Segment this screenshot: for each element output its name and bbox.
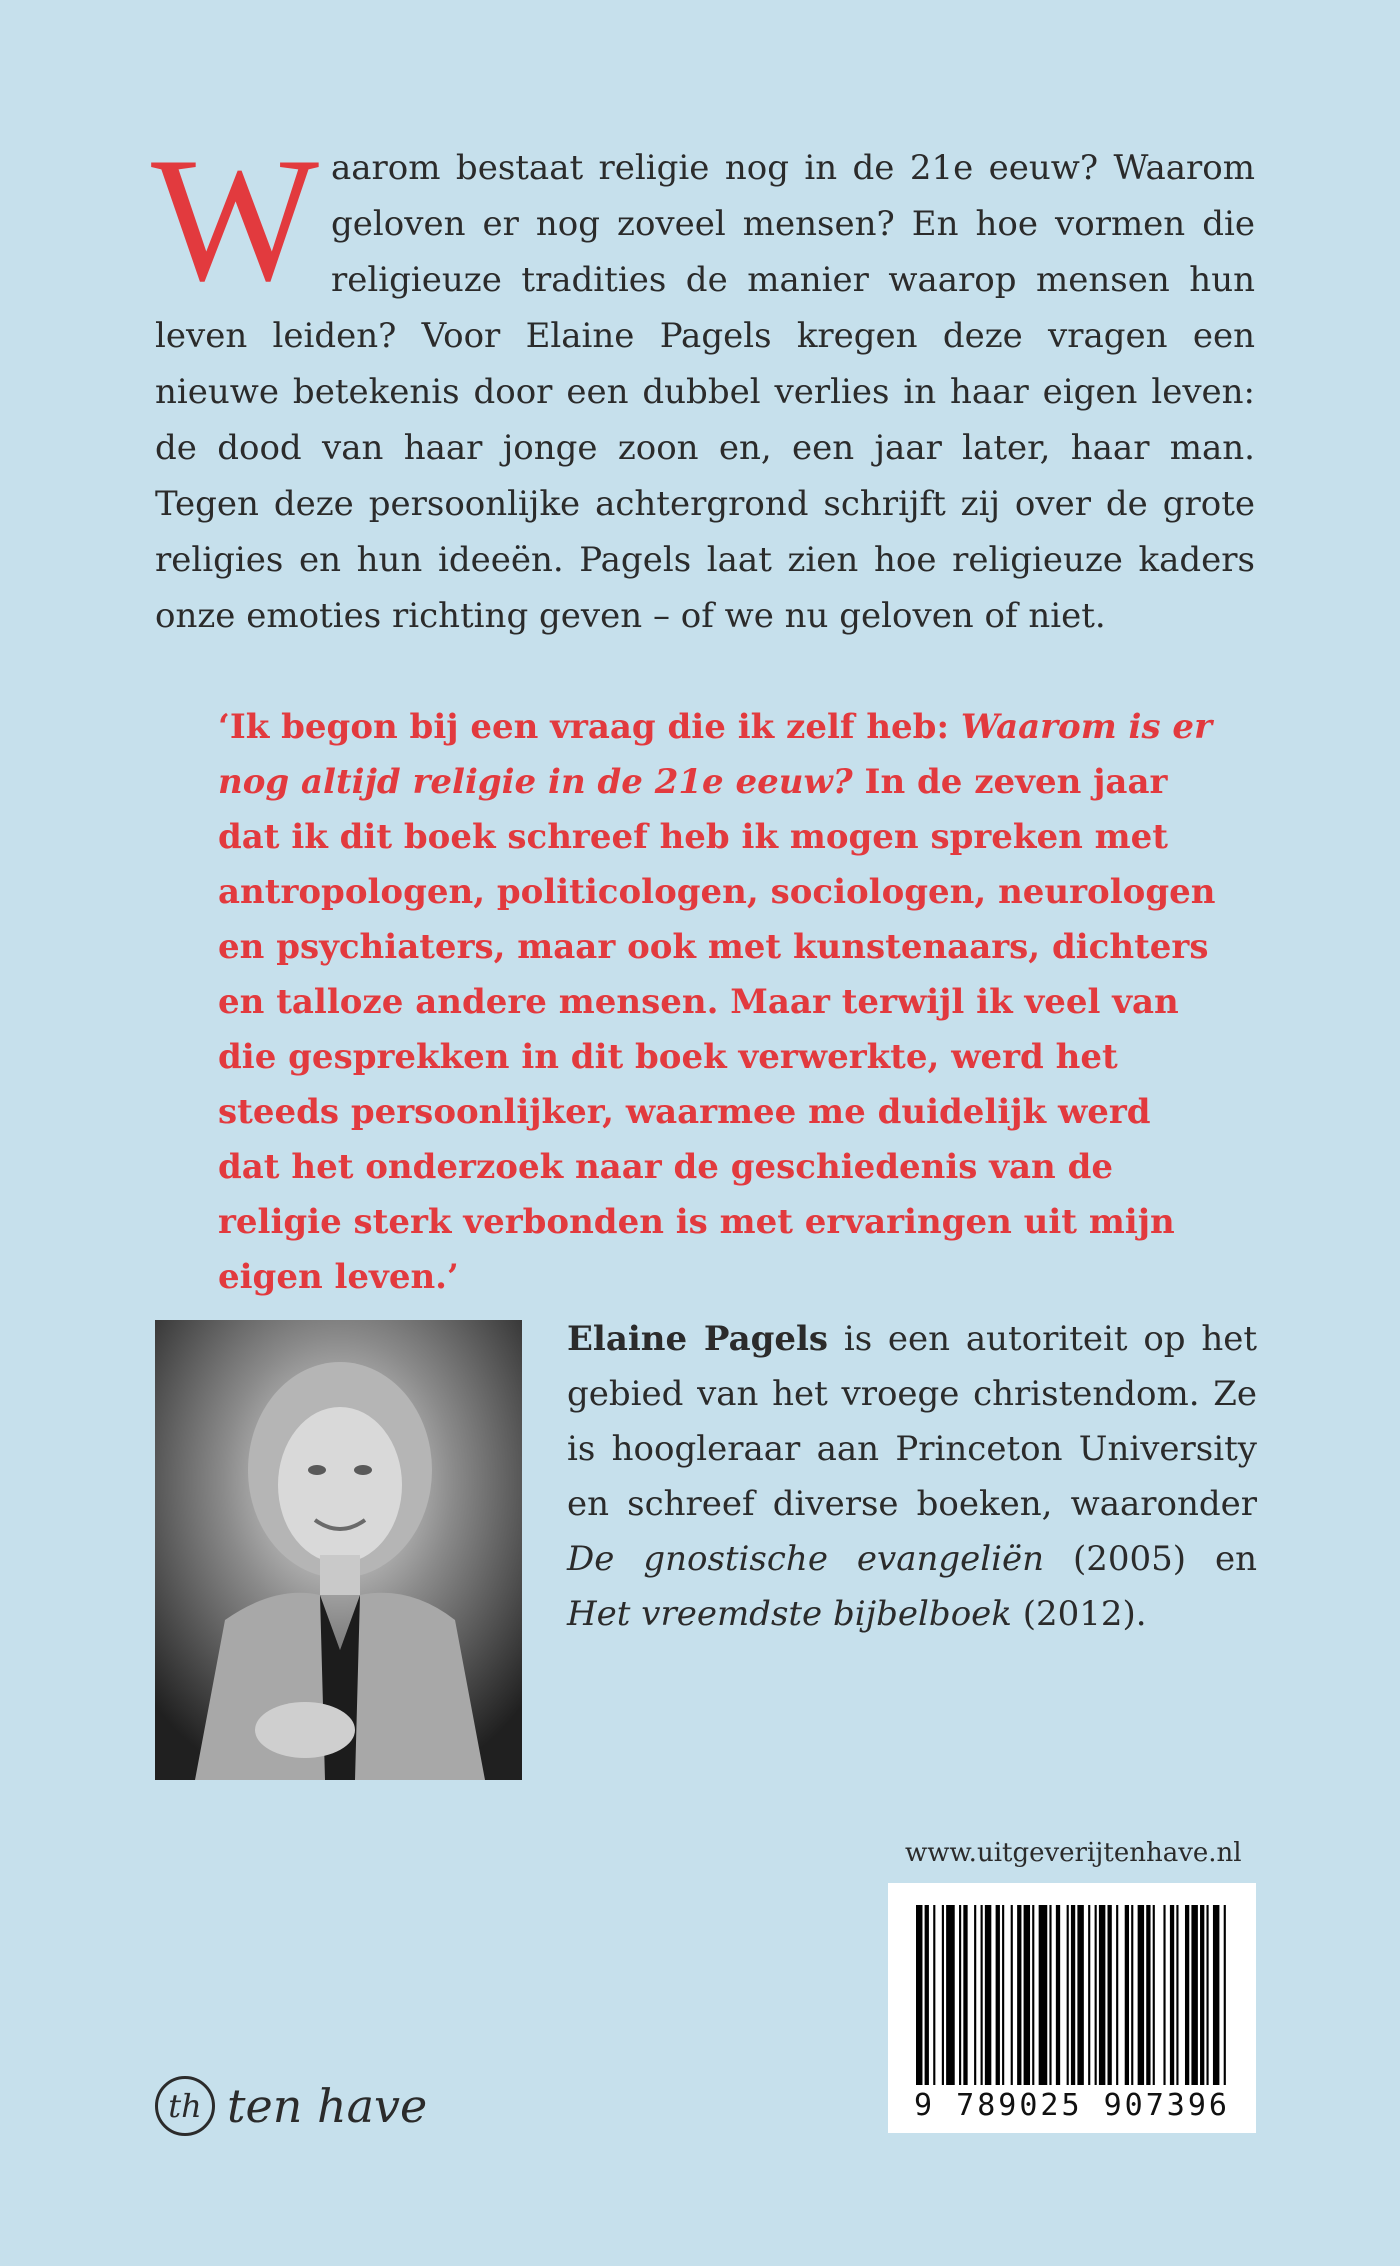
barcode-bar	[1077, 1905, 1083, 2085]
barcode-bar	[996, 1905, 1000, 2085]
publisher-logo-mark: th	[155, 2076, 215, 2136]
book-title-2: Het vreemdste bijbelboek	[567, 1594, 1012, 1634]
portrait-illustration	[155, 1320, 522, 1780]
barcode-bar	[1108, 1905, 1112, 2085]
barcode-bar	[1011, 1905, 1013, 2085]
barcode-bar	[1191, 1905, 1197, 2085]
barcode-bar	[942, 1905, 944, 2085]
publisher-url[interactable]: www.uitgeverijtenhave.nl	[905, 1838, 1242, 1868]
barcode	[888, 1883, 1256, 2133]
author-bio	[567, 1312, 1257, 1642]
author-name: Elaine Pagels	[567, 1319, 829, 1359]
barcode-bar	[1163, 1905, 1165, 2085]
author-quote	[218, 700, 1218, 1305]
bio-text-3: (2012).	[1011, 1594, 1147, 1634]
barcode-bar	[1224, 1905, 1226, 2085]
barcode-bar	[974, 1905, 976, 2085]
barcode-bar	[1017, 1905, 1021, 2085]
barcode-bar	[1099, 1905, 1105, 2085]
barcode-bar	[925, 1905, 929, 2085]
barcode-bar	[985, 1905, 991, 2085]
barcode-bar	[1067, 1905, 1069, 2085]
bio-paragraph	[567, 1312, 1257, 1642]
barcode-bar	[1206, 1905, 1208, 2085]
barcode-bar	[1002, 1905, 1004, 2085]
barcode-bar	[1213, 1905, 1219, 2085]
barcode-bar	[1125, 1905, 1129, 2085]
author-photo	[155, 1320, 522, 1780]
barcode-bar	[1049, 1905, 1051, 2085]
barcode-bar	[963, 1905, 967, 2085]
barcode-bar	[1071, 1905, 1075, 2085]
quote-paragraph	[218, 700, 1218, 1305]
book-title-1: De gnostische evangeliën	[567, 1539, 1045, 1579]
quote-intro: ‘Ik begon bij een vraag die ik zelf heb:	[218, 707, 961, 747]
barcode-bar	[981, 1905, 983, 2085]
barcode-bar	[1170, 1905, 1174, 2085]
blurb-text: aarom bestaat religie nog in de 21e eeuw? Waarom geloven er nog zoveel mensen? En hoe vormen die religieuze tradities de manier waarop mensen hun leven leiden? Voor Elaine Pagels kregen deze vragen een nieuwe betekenis door een dubbel verlies in haar eigen leven: de dood van haar jonge zoon en, een jaar later, haar man. Tegen deze persoonlijke achtergrond schrijft zij over de grote religies en hun ideeën. Pagels laat zien hoe religieuze kaders onze emoties richting geven – of we nu geloven of niet.	[155, 148, 1255, 636]
quote-question: Waarom is er nog altijd religie in de 21e eeuw?	[218, 707, 1212, 802]
bio-text-2: (2005) en	[1044, 1539, 1257, 1579]
barcode-bar	[1039, 1905, 1048, 2085]
publisher-logo-text: ten have	[227, 2079, 428, 2133]
publisher-logo	[155, 2066, 427, 2146]
drop-cap: W	[151, 120, 320, 318]
barcode-bar	[1176, 1905, 1178, 2085]
barcode-bars	[916, 1905, 1228, 2085]
blurb	[151, 120, 1255, 644]
isbn-number: 9 789025 907396	[914, 2088, 1230, 2123]
barcode-bar	[946, 1905, 955, 2085]
barcode-bar	[1032, 1905, 1034, 2085]
blurb-paragraph	[151, 120, 1255, 644]
barcode-bar	[1185, 1905, 1189, 2085]
bio-text-1: is een autoriteit op het gebied van het vroege christendom. Ze is hoogleraar aan Princeton University en schreef diverse boeken, waaronder	[567, 1319, 1257, 1524]
barcode-bar	[1088, 1905, 1090, 2085]
barcode-bar	[1095, 1905, 1097, 2085]
barcode-bar	[959, 1905, 961, 2085]
barcode-bar	[1024, 1905, 1030, 2085]
barcode-bar	[1138, 1905, 1144, 2085]
barcode-bar	[1116, 1905, 1118, 2085]
barcode-bar	[916, 1905, 922, 2085]
barcode-bar	[933, 1905, 935, 2085]
quote-rest: In de zeven jaar dat ik dit boek schreef heb ik mogen spreken met antropologen, politicologen, sociologen, neurologen en psychiaters, maar ook met kunstenaars, dichters en talloze andere mensen. Maar terwijl ik veel van die gesprekken in dit boek verwerkte, werd het steeds persoonlijker, waarmee me duidelijk werd dat het onderzoek naar de geschiedenis van de religie sterk verbonden is met ervaringen uit mijn eigen leven.’	[218, 762, 1216, 1297]
barcode-bar	[1056, 1905, 1060, 2085]
barcode-bar	[1131, 1905, 1133, 2085]
barcode-bar	[1153, 1905, 1155, 2085]
barcode-bar	[1146, 1905, 1150, 2085]
barcode-bar	[1200, 1905, 1204, 2085]
